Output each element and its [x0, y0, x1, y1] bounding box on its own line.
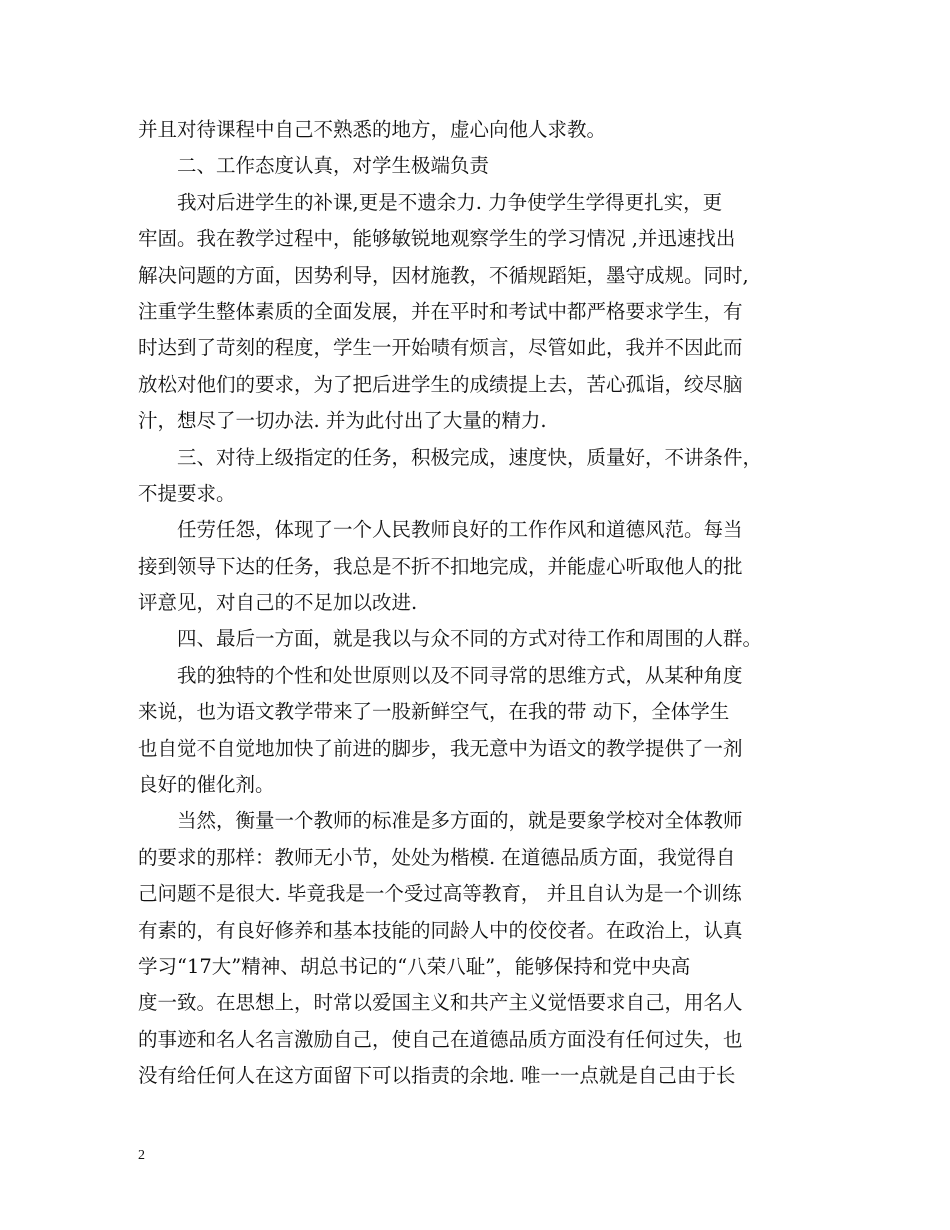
text-line: 我对后进学生的补课,更是不遗余力. 力争使学生学得更扎实，更: [177, 190, 723, 214]
text-line: 放松对他们的要求，为了把后进学生的成绩提上去，苦心孤诣，绞尽脑: [138, 372, 743, 396]
text-line: 时达到了苛刻的程度，学生一开始啧有烦言，尽管如此，我并不因此而: [138, 336, 743, 360]
section-heading: 二、工作态度认真，对学生极端负责: [177, 154, 490, 178]
text-line: 评意见，对自己的不足加以改进.: [138, 591, 418, 615]
text-line: 并且对待课程中自己不熟悉的地方，虚心向他人求教。: [138, 118, 607, 141]
text-line: 接到领导下达的任务，我总是不折不扣地完成，并能虚心听取他人的批: [138, 554, 743, 578]
text-line: 的要求的那样：教师无小节，处处为楷模. 在道德品质方面，我觉得自: [138, 845, 736, 869]
section-heading: 三、对待上级指定的任务，积极完成，速度快，质量好，不讲条件，: [177, 445, 763, 469]
text-line: 也自觉不自觉地加快了前进的脚步，我无意中为语文的教学提供了一剂: [138, 736, 743, 760]
text-line: 没有给任何人在这方面留下可以指责的余地. 唯一一点就是自己由于长: [138, 1064, 736, 1088]
text-line: 我的独特的个性和处世原则以及不同寻常的思维方式，从某种角度: [177, 663, 743, 687]
text-line: 当然，衡量一个教师的标准是多方面的，就是要象学校对全体教师: [177, 809, 743, 833]
text-line: 牢固。我在教学过程中，能够敏锐地观察学生的学习情况 ,并迅速找出: [138, 227, 736, 251]
text-line: 任劳任怨，体现了一个人民教师良好的工作作风和道德风范。每当: [177, 518, 743, 542]
text-line: 己问题不是很大. 毕竟我是一个受过高等教育， 并且自认为是一个训练: [138, 882, 742, 906]
text-line: 学习“17大”精神、胡总书记的“八荣八耻”，能够保持和党中央高: [138, 954, 691, 978]
text-line: 有素的，有良好修养和基本技能的同龄人中的佼佼者。在政治上，认真: [138, 918, 743, 942]
text-line: 注重学生整体素质的全面发展，并在平时和考试中都严格要求学生，有: [138, 299, 743, 323]
section-heading: 四、最后一方面，就是我以与众不同的方式对待工作和周围的人群。: [177, 627, 763, 651]
page-number: 2: [138, 1148, 145, 1163]
text-line: 汁，想尽了一切办法. 并为此付出了大量的精力.: [138, 409, 547, 433]
text-line: 解决问题的方面，因势利导，因材施教，不循规蹈矩，墨守成规。同时,: [138, 263, 749, 287]
text-line: 来说，也为语文教学带来了一股新鲜空气，在我的带 动下，全体学生: [138, 700, 730, 724]
text-line: 度一致。在思想上，时常以爱国主义和共产主义觉悟要求自己，用名人: [138, 991, 743, 1015]
text-line: 不提要求。: [138, 481, 236, 505]
text-line: 良好的催化剂。: [138, 773, 275, 797]
text-line: 的事迹和名人名言激励自己，使自己在道德品质方面没有任何过失，也: [138, 1027, 743, 1051]
body-text: [138, 112, 818, 1095]
